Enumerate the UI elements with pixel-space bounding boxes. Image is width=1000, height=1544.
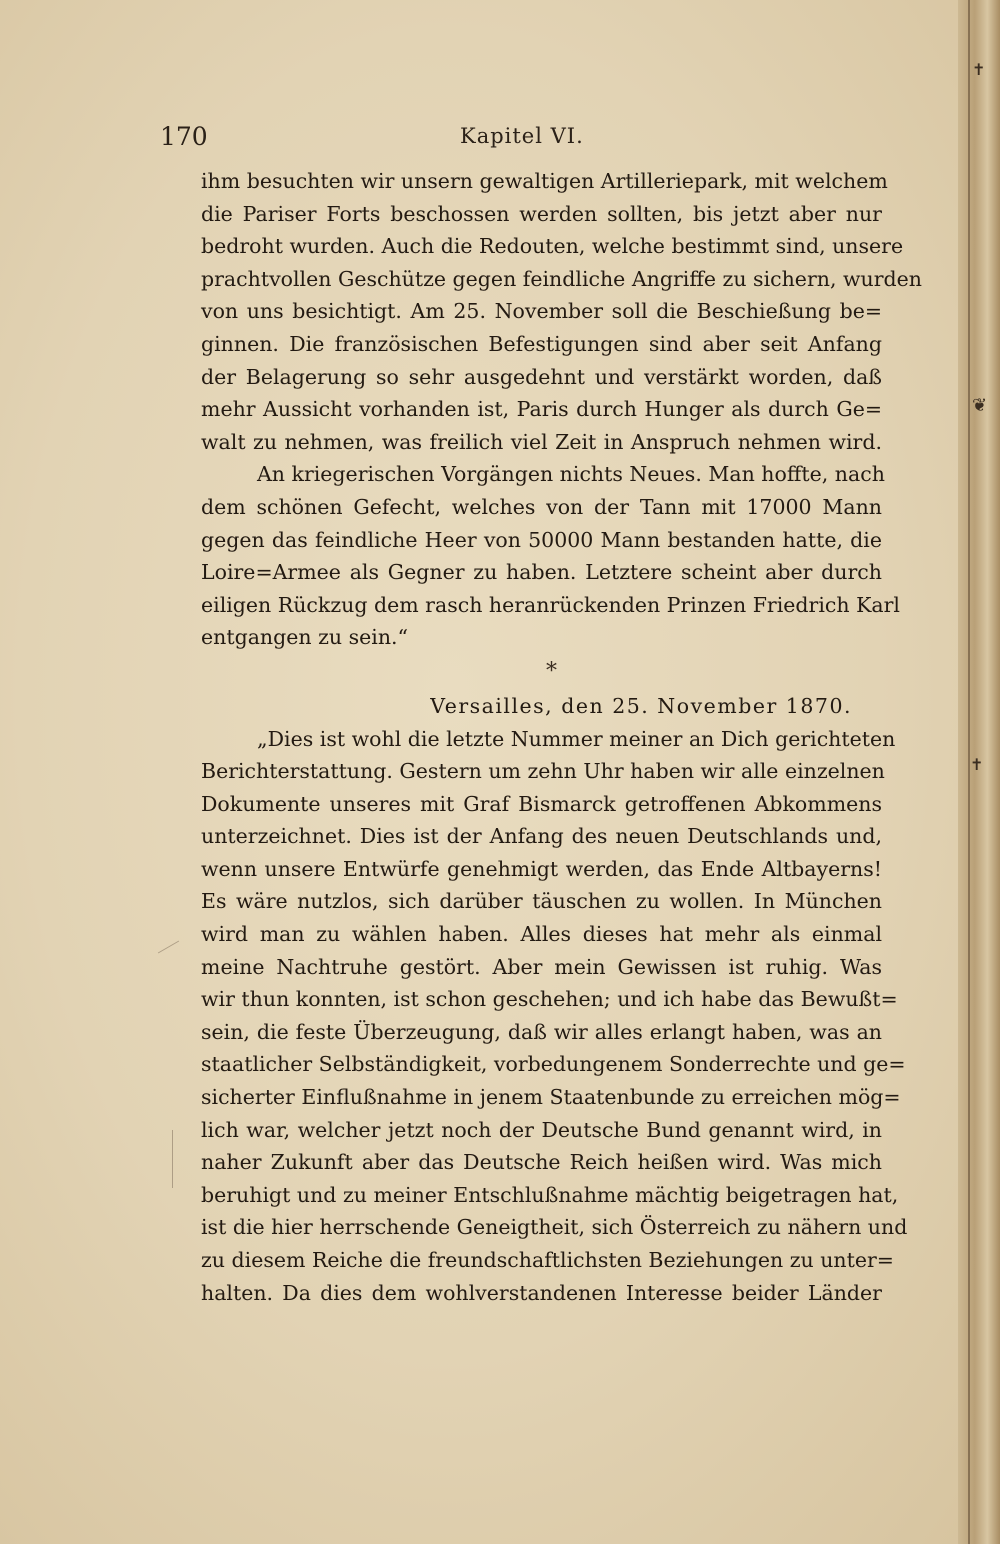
text-line: dem schönen Gefecht, welches von der Tann mit 17000 Mann [201,494,882,519]
pencil-mark [172,1130,173,1188]
text-line: eiligen Rückzug dem rasch heranrückenden Prinzen Friedrich Karl [201,592,900,617]
paragraph-1 [201,165,922,458]
page-header [160,122,882,158]
text-line: ginnen. Die französischen Befestigungen sind aber seit Anfang [201,331,882,356]
text-line: gegen das feindliche Heer von 50000 Mann bestanden hatte, die [201,527,882,552]
text-line: prachtvollen Geschütze gegen feindliche Angriffe zu sichern, wurden [201,266,922,291]
paragraph-2 [201,458,900,654]
text-line: Berichterstattung. Gestern um zehn Uhr haben wir alle einzelnen [201,759,885,784]
text-line: sicherter Einflußnahme in jenem Staatenbunde zu erreichen mög= [201,1085,901,1110]
body-text [201,165,922,1309]
text-line: mehr Aussicht vorhanden ist, Paris durch Hunger als durch Ge= [201,397,882,422]
text-line: walt zu nehmen, was freilich viel Zeit in Anspruch nehmen wird. [201,429,882,454]
text-line: entgangen zu sein.“ [201,625,409,650]
text-line: die Pariser Forts beschossen werden sollten, bis jetzt aber nur [201,201,882,226]
text-line: sein, die feste Überzeugung, daß wir alles erlangt haben, was an [201,1019,882,1044]
text-line: wird man zu wählen haben. Alles dieses hat mehr als einmal [201,922,882,947]
text-line: An kriegerischen Vorgängen nichts Neues. Man hoffte, nach [257,462,885,487]
text-line: der Belagerung so sehr ausgedehnt und verstärkt worden, daß [201,364,882,389]
text-line: lich war, welcher jetzt noch der Deutsche Bund genannt wird, in [201,1117,882,1142]
pencil-mark [158,941,179,954]
text-line: staatlicher Selbständigkeit, vorbedungenem Sonderrechte und ge= [201,1052,906,1077]
margin-mark: ❦ [972,395,988,416]
dateline: Versailles, den 25. November 1870. [430,693,852,718]
text-line: Es wäre nutzlos, sich darüber täuschen zu wollen. In München [201,889,882,914]
margin-mark: ✝ [970,755,984,774]
text-line: ihm besuchten wir unsern gewaltigen Artilleriepark, mit welchem [201,169,888,193]
text-line: halten. Da dies dem wohlverstandenen Interesse beider Länder [201,1280,882,1305]
text-line: meine Nachtruhe gestört. Aber mein Gewissen ist ruhig. Was [201,954,882,979]
text-line: Dokumente unseres mit Graf Bismarck getroffenen Abkommens [201,791,882,816]
text-line: bedroht wurden. Auch die Redouten, welche bestimmt sind, unsere [201,234,904,259]
paragraph-3 [201,723,908,1310]
text-line: zu diesem Reiche die freundschaftlichsten Beziehungen zu unter= [201,1248,894,1272]
text-line: von uns besichtigt. Am 25. November soll die Beschießung be= [201,299,882,324]
running-head: Kapitel VI. [460,124,584,148]
text-line: wenn unsere Entwürfe genehmigt werden, das Ende Altbayerns! [201,856,882,881]
text-line: unterzeichnet. Dies ist der Anfang des neuen Deutschlands und, [201,824,882,849]
text-line: Loire=Armee als Gegner zu haben. Letztere scheint aber durch [201,560,882,585]
text-line: ist die hier herrschende Geneigtheit, sich Österreich zu nähern und [201,1215,908,1240]
section-separator: * [546,658,557,684]
margin-mark: ✝ [972,60,986,79]
page-number: 170 [160,122,208,151]
text-line: naher Zukunft aber das Deutsche Reich heißen wird. Was mich [201,1150,882,1175]
text-line: „Dies ist wohl die letzte Nummer meiner an Dich gerichteten [257,726,896,751]
text-line: beruhigt und zu meiner Entschlußnahme mächtig beigetragen hat, [201,1182,899,1207]
text-line: wir thun konnten, ist schon geschehen; und ich habe das Bewußt= [201,987,898,1012]
